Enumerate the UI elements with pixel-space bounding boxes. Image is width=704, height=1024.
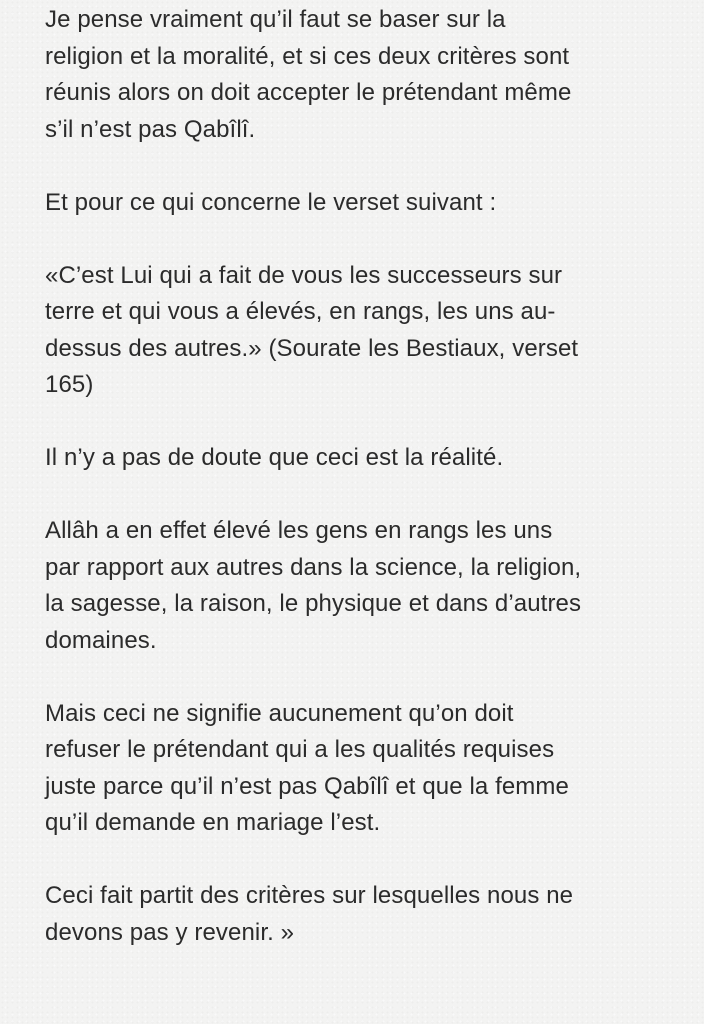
text-line: refuser le prétendant qui a les qualités requises — [45, 736, 555, 763]
paragraph-1 — [45, 2, 685, 148]
paragraph-7 — [45, 878, 685, 951]
paragraph-4 — [45, 440, 685, 477]
text-line: réunis alors on doit accepter le prétendant même — [45, 79, 572, 106]
text-line: terre et qui vous a élevés, en rangs, les uns au- — [45, 298, 556, 325]
text-line: par rapport aux autres dans la science, la religion, — [45, 553, 582, 581]
text-line: domaines. — [45, 626, 157, 654]
text-line: s’il n’est pas Qabîlî. — [45, 115, 256, 143]
text-line: devons pas y revenir. » — [45, 918, 295, 946]
text-line: qu’il demande en mariage l’est. — [45, 809, 381, 836]
paragraph-2 — [45, 185, 685, 222]
text-line: Allâh a en effet élevé les gens en rangs les uns — [45, 517, 553, 544]
text-line: Et pour ce qui concerne le verset suivant : — [45, 188, 497, 216]
text-line: Je pense vraiment qu’il faut se baser sur la — [45, 6, 506, 33]
text-line: dessus des autres.» (Sourate les Bestiaux, verset — [45, 334, 579, 362]
text-line: la sagesse, la raison, le physique et dans d’autres — [45, 590, 582, 617]
text-line: Mais ceci ne signifie aucunement qu’on doit — [45, 699, 514, 727]
quote-paragraph — [45, 258, 685, 404]
text-line: Il n’y a pas de doute que ceci est la réalité. — [45, 444, 504, 471]
paragraph-6 — [45, 696, 685, 842]
text-line: 165) — [45, 371, 94, 398]
text-line: Ceci fait partit des critères sur lesquelles nous ne — [45, 882, 574, 909]
text-line: religion et la moralité, et si ces deux critères sont — [45, 42, 570, 70]
paragraph-5 — [45, 513, 685, 659]
text-line: juste parce qu’il n’est pas Qabîlî et que la femme — [45, 772, 569, 800]
note-body — [45, 2, 685, 951]
text-line: «C’est Lui qui a fait de vous les successeurs sur — [45, 261, 563, 289]
